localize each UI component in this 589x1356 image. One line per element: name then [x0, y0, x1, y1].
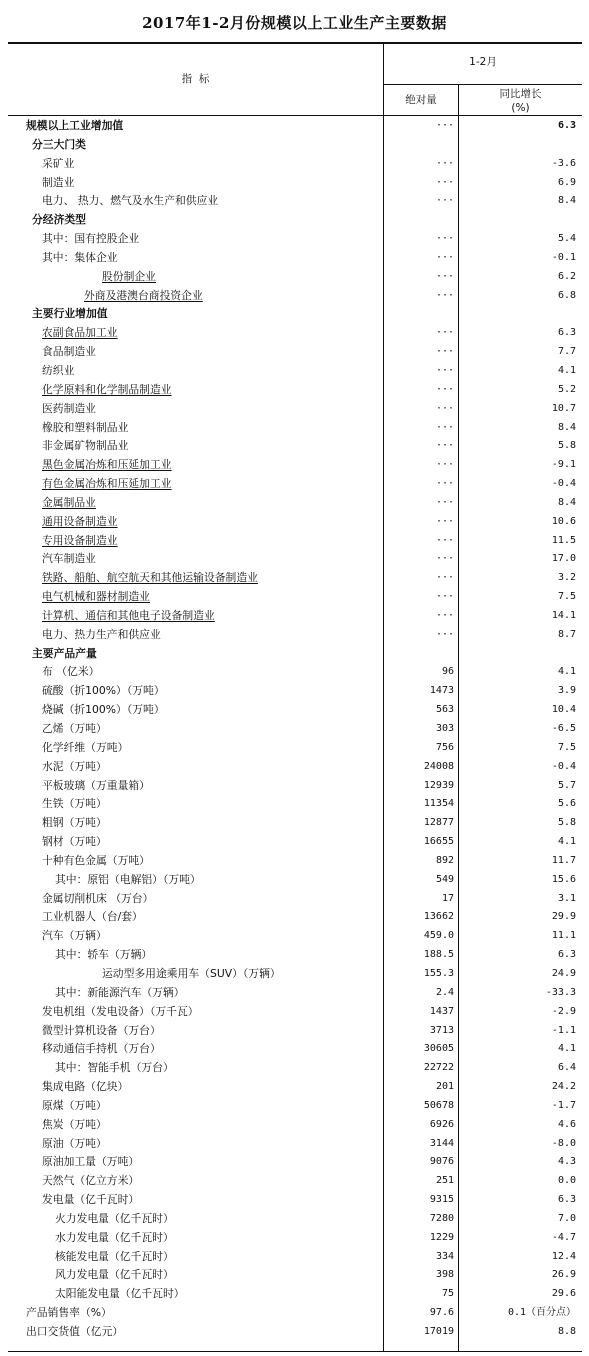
row-label: 发电机组（发电设备）（万千瓦）: [42, 1004, 199, 1018]
row-absolute-value: 251: [435, 1175, 454, 1187]
row-absolute-value: ···: [435, 478, 454, 490]
row-absolute-value: 563: [435, 704, 454, 716]
row-absolute-value: 3713: [429, 1024, 454, 1036]
row-growth-value: 4.6: [557, 1118, 576, 1130]
indicator-header: 指 标: [181, 73, 210, 85]
row-growth-value: 11.1: [551, 930, 576, 942]
row-absolute-value: 155.3: [423, 967, 454, 979]
row-label: 其中：新能源汽车（万辆）: [55, 985, 185, 999]
row-absolute-value: 24008: [423, 760, 454, 772]
row-label: 发电量（亿千瓦时）: [42, 1193, 140, 1207]
row-label: 其中：原铝（电解铝）（万吨）: [55, 872, 201, 886]
row-label: 天然气（亿立方米）: [42, 1174, 140, 1188]
row-label: 分三大门类: [32, 137, 86, 151]
table-row: [0, 1116, 589, 1135]
row-label: 原煤（万吨）: [42, 1098, 107, 1112]
table-row: [0, 1003, 589, 1022]
row-growth-value: 10.4: [551, 704, 576, 716]
row-growth-value: 6.8: [557, 289, 576, 301]
row-label: 非金属矿物制品业: [42, 439, 129, 453]
row-absolute-value: 201: [435, 1081, 454, 1093]
row-growth-value: 24.2: [551, 1081, 576, 1093]
table-row: [0, 965, 589, 984]
row-growth-value: 5.4: [557, 233, 576, 245]
row-growth-value: 8.8: [557, 1326, 576, 1337]
row-growth-value: -8.0: [551, 1137, 576, 1149]
table-row: [0, 400, 589, 419]
table-row: [0, 230, 589, 249]
row-absolute-value: 1473: [429, 685, 454, 697]
table-row: [0, 682, 589, 701]
table-row: [0, 475, 589, 494]
row-label: 其中：轿车（万辆）: [55, 948, 153, 962]
row-absolute-value: ···: [435, 534, 454, 546]
row-label: 化学纤维（万吨）: [42, 740, 129, 754]
table-row: [0, 192, 589, 211]
table-row: [0, 1172, 589, 1191]
row-absolute-value: 17019: [423, 1326, 454, 1337]
row-growth-value: 6.3: [557, 327, 576, 339]
row-growth-value: 11.7: [551, 854, 576, 866]
row-absolute-value: ···: [435, 195, 454, 207]
table-row: [0, 532, 589, 551]
row-growth-value: 17.0: [551, 553, 576, 565]
row-growth-value: 11.5: [551, 534, 576, 546]
table-row: [0, 1078, 589, 1097]
row-growth-value: -1.1: [551, 1024, 576, 1036]
row-label: 钢材（万吨）: [42, 835, 107, 849]
row-growth-value: 26.9: [551, 1269, 576, 1281]
row-growth-value: 4.1: [557, 1043, 576, 1055]
table-row: [0, 1153, 589, 1172]
row-absolute-value: ···: [435, 628, 454, 640]
table-row: [0, 419, 589, 438]
row-growth-value: 7.5: [557, 741, 576, 753]
table-row: [0, 1229, 589, 1248]
row-growth-value: -0.1: [551, 251, 576, 263]
table-row: [0, 833, 589, 852]
row-label: 黑色金属冶炼和压延加工业: [42, 458, 172, 472]
row-growth-value: -33.3: [545, 986, 576, 998]
row-growth-value: -6.5: [551, 723, 576, 734]
row-label: 乙烯（万吨）: [42, 722, 107, 735]
row-absolute-value: ···: [435, 609, 454, 621]
row-growth-value: 0.0: [557, 1175, 576, 1187]
row-label: 其中：智能手机（万台）: [55, 1061, 174, 1075]
table-row: [0, 607, 589, 626]
table-row: [0, 287, 589, 306]
row-growth-value: 4.1: [557, 364, 576, 376]
table-body: [0, 117, 589, 1342]
row-growth-value: 3.2: [557, 572, 576, 584]
row-label: 橡胶和塑料制品业: [42, 420, 129, 434]
table-row: [0, 588, 589, 607]
row-label: 医药制造业: [42, 401, 96, 415]
row-label: 原油（万吨）: [42, 1136, 107, 1150]
row-label: 移动通信手持机（万台）: [42, 1042, 161, 1056]
table-row: [0, 437, 589, 456]
row-absolute-value: 1437: [429, 1005, 454, 1017]
row-growth-value: 4.1: [557, 836, 576, 848]
row-growth-value: 6.2: [557, 270, 576, 282]
table-row: [0, 569, 589, 588]
row-label: 水泥（万吨）: [42, 759, 107, 773]
table-row: [0, 814, 589, 833]
row-label: 平板玻璃（万重量箱）: [42, 778, 150, 792]
row-absolute-value: 398: [435, 1269, 454, 1281]
row-growth-value: 5.7: [557, 779, 576, 791]
row-growth-value: 4.3: [557, 1156, 576, 1168]
row-label: 主要行业增加值: [32, 307, 108, 321]
row-growth-value: 29.6: [551, 1288, 576, 1300]
row-growth-value: 6.4: [557, 1062, 576, 1074]
row-label: 太阳能发电量（亿千瓦时）: [55, 1287, 185, 1301]
row-label: 外商及港澳台商投资企业: [84, 288, 203, 302]
row-growth-value: 6.9: [557, 176, 576, 188]
row-label: 化学原料和化学制品制造业: [42, 382, 172, 396]
row-label: 微型计算机设备（万台）: [42, 1023, 161, 1037]
row-growth-value: 12.4: [551, 1250, 576, 1262]
row-absolute-value: ···: [435, 496, 454, 508]
growth-header-line2: (%): [511, 102, 530, 114]
row-absolute-value: ···: [435, 251, 454, 263]
row-absolute-value: ···: [435, 515, 454, 527]
row-label: 布 （亿米）: [42, 665, 100, 679]
row-absolute-value: 7280: [429, 1212, 454, 1224]
row-absolute-value: ···: [435, 440, 454, 452]
row-label: 工业机器人（台/套）: [42, 910, 143, 924]
row-absolute-value: 9315: [429, 1194, 454, 1206]
table-row: [0, 626, 589, 645]
row-label: 农副食品加工业: [42, 326, 118, 340]
row-absolute-value: ···: [435, 402, 454, 414]
row-label: 食品制造业: [42, 345, 96, 359]
table-row: [0, 777, 589, 796]
row-growth-value: -0.4: [551, 478, 576, 490]
table-row: [0, 984, 589, 1003]
table-row: [0, 136, 589, 155]
row-label: 产品销售率（%）: [26, 1306, 112, 1320]
row-label: 运动型多用途乘用车（SUV）（万辆）: [102, 966, 281, 980]
table-row: [0, 1210, 589, 1229]
row-label: 分经济类型: [32, 213, 86, 227]
table-row: [0, 739, 589, 758]
row-absolute-value: 3144: [429, 1137, 454, 1149]
table-row: [0, 324, 589, 343]
row-growth-value: 6.3: [557, 120, 576, 131]
row-absolute-value: ···: [435, 157, 454, 169]
row-label: 纺织业: [42, 363, 75, 377]
row-absolute-value: 756: [435, 741, 454, 753]
row-growth-value: 10.7: [551, 402, 576, 414]
row-growth-value: 5.6: [557, 798, 576, 810]
table-row: [0, 852, 589, 871]
row-absolute-value: ···: [435, 270, 454, 282]
table-top-border: [8, 42, 582, 44]
row-label: 烧碱（折100%）（万吨）: [42, 703, 165, 717]
header-bottom-border: [8, 115, 582, 116]
table-row: [0, 1022, 589, 1041]
row-growth-value: 29.9: [551, 911, 576, 923]
row-label: 其中：集体企业: [42, 250, 118, 264]
row-label: 采矿业: [42, 156, 75, 170]
table-row: [0, 645, 589, 664]
table-row: [0, 871, 589, 890]
table-row: [0, 1266, 589, 1285]
header-divider: [384, 84, 582, 85]
row-growth-value: 4.1: [557, 666, 576, 678]
row-absolute-value: 11354: [423, 798, 454, 810]
period-header: 1-2月: [469, 56, 497, 68]
table-row: [0, 1285, 589, 1304]
row-absolute-value: ···: [435, 591, 454, 603]
row-label: 风力发电量（亿千瓦时）: [55, 1268, 174, 1282]
table-row: [0, 211, 589, 230]
row-absolute-value: 96: [441, 666, 454, 678]
row-label: 制造业: [42, 175, 75, 189]
row-label: 原油加工量（万吨）: [42, 1155, 140, 1169]
table-row: [0, 1097, 589, 1116]
row-absolute-value: 30605: [423, 1043, 454, 1055]
row-label: 专用设备制造业: [42, 533, 118, 547]
row-absolute-value: ···: [435, 327, 454, 339]
table-row: [0, 946, 589, 965]
table-row: [0, 701, 589, 720]
row-growth-value: -1.7: [551, 1099, 576, 1111]
row-label: 汽车（万辆）: [42, 929, 107, 943]
row-growth-value: 3.9: [557, 685, 576, 697]
row-absolute-value: 6926: [429, 1118, 454, 1130]
table-row: [0, 1135, 589, 1154]
row-absolute-value: ···: [435, 289, 454, 301]
table-row: [0, 174, 589, 193]
row-growth-value: 8.7: [557, 628, 576, 640]
row-label: 十种有色金属（万吨）: [42, 853, 150, 867]
row-label: 生铁（万吨）: [42, 797, 107, 811]
row-growth-value: 8.4: [557, 421, 576, 433]
row-label: 有色金属冶炼和压延加工业: [42, 477, 172, 491]
row-absolute-value: 549: [435, 873, 454, 885]
row-absolute-value: 892: [435, 854, 454, 866]
row-absolute-value: 334: [435, 1250, 454, 1262]
row-growth-value: -2.9: [551, 1005, 576, 1017]
row-absolute-value: 1229: [429, 1231, 454, 1243]
row-absolute-value: ···: [435, 572, 454, 584]
table-row: [0, 1304, 589, 1323]
row-growth-value: -3.6: [551, 157, 576, 169]
row-absolute-value: 12939: [423, 779, 454, 791]
row-absolute-value: ···: [435, 176, 454, 188]
row-growth-value: 7.5: [557, 591, 576, 603]
row-growth-value: 7.7: [557, 346, 576, 358]
row-absolute-value: 303: [435, 723, 454, 734]
row-growth-value: 6.3: [557, 949, 576, 961]
table-row: [0, 550, 589, 569]
row-label: 股份制企业: [102, 269, 156, 283]
row-label: 汽车制造业: [42, 552, 96, 566]
table-bottom-border: [8, 1351, 582, 1352]
table-row: [0, 155, 589, 174]
absolute-header: 绝对量: [405, 94, 437, 106]
row-label: 主要产品产量: [32, 646, 97, 660]
row-absolute-value: ···: [435, 346, 454, 358]
row-label: 金属切削机床 （万台）: [42, 891, 154, 905]
row-absolute-value: 188.5: [423, 949, 454, 961]
row-label: 集成电路（亿块）: [42, 1080, 129, 1094]
row-label: 火力发电量（亿千瓦时）: [55, 1211, 174, 1225]
row-growth-value: 15.6: [551, 873, 576, 885]
row-label: 核能发电量（亿千瓦时）: [55, 1249, 174, 1263]
row-label: 水力发电量（亿千瓦时）: [55, 1230, 174, 1244]
table-row: [0, 1191, 589, 1210]
row-growth-value: 10.6: [551, 515, 576, 527]
row-growth-value: 8.4: [557, 195, 576, 207]
row-absolute-value: 16655: [423, 836, 454, 848]
row-growth-value: 8.4: [557, 496, 576, 508]
document-title: 2017年1-2月份规模以上工业生产主要数据: [142, 14, 447, 32]
row-absolute-value: ···: [435, 421, 454, 433]
row-growth-value: 6.3: [557, 1194, 576, 1206]
row-absolute-value: ···: [435, 459, 454, 471]
row-label: 规模以上工业增加值: [26, 119, 124, 132]
table-row: [0, 890, 589, 909]
row-label: 焦炭（万吨）: [42, 1117, 107, 1131]
row-absolute-value: ···: [435, 364, 454, 376]
table-row: [0, 1059, 589, 1078]
table-row: [0, 720, 589, 739]
row-absolute-value: 97.6: [429, 1307, 454, 1319]
row-growth-value: 14.1: [551, 609, 576, 621]
row-label: 硫酸（折100%）（万吨）: [42, 684, 165, 698]
row-label: 电气机械和器材制造业: [42, 590, 150, 604]
row-growth-value: 7.0: [557, 1212, 576, 1224]
row-absolute-value: 9076: [429, 1156, 454, 1168]
row-growth-value: 3.1: [557, 892, 576, 904]
row-absolute-value: 13662: [423, 911, 454, 923]
row-label: 电力、热力生产和供应业: [42, 627, 161, 641]
row-growth-value: 0.1（百分点）: [507, 1307, 576, 1319]
growth-header: [459, 87, 582, 115]
row-growth-value: 5.8: [557, 817, 576, 829]
row-growth-value: -9.1: [551, 459, 576, 471]
row-absolute-value: 2.4: [435, 986, 454, 998]
row-growth-value: 5.8: [557, 440, 576, 452]
row-absolute-value: 50678: [423, 1099, 454, 1111]
row-absolute-value: ···: [435, 383, 454, 395]
row-label: 铁路、船舶、航空航天和其他运输设备制造业: [42, 571, 258, 585]
table-row: [0, 1248, 589, 1267]
row-absolute-value: 459.0: [423, 930, 454, 942]
table-row: [0, 305, 589, 324]
table-row: [0, 1323, 589, 1342]
table-row: [0, 249, 589, 268]
table-row: [0, 927, 589, 946]
row-label: 其中：国有控股企业: [42, 232, 140, 246]
table-row: [0, 663, 589, 682]
row-absolute-value: 75: [441, 1288, 454, 1300]
row-label: 通用设备制造业: [42, 514, 118, 528]
table-row: [0, 268, 589, 287]
row-growth-value: -0.4: [551, 760, 576, 772]
row-absolute-value: ···: [435, 553, 454, 565]
row-growth-value: 24.9: [551, 967, 576, 979]
table-row: [0, 362, 589, 381]
table-row: [0, 381, 589, 400]
table-row: [0, 494, 589, 513]
table-row: [0, 117, 589, 136]
table-row: [0, 758, 589, 777]
growth-header-line1: 同比增长: [499, 88, 542, 100]
row-label: 电力、 热力、燃气及水生产和供应业: [42, 194, 219, 208]
table-row: [0, 795, 589, 814]
row-absolute-value: 12877: [423, 817, 454, 829]
row-label: 粗钢（万吨）: [42, 816, 107, 830]
row-label: 金属制品业: [42, 495, 96, 509]
row-label: 计算机、通信和其他电子设备制造业: [42, 608, 215, 622]
table-row: [0, 456, 589, 475]
row-growth-value: -4.7: [551, 1231, 576, 1243]
table-row: [0, 1040, 589, 1059]
row-absolute-value: ···: [435, 120, 454, 131]
row-growth-value: 5.2: [557, 383, 576, 395]
table-row: [0, 513, 589, 532]
row-absolute-value: 22722: [423, 1062, 454, 1074]
row-absolute-value: 17: [441, 892, 454, 904]
table-row: [0, 908, 589, 927]
row-absolute-value: ···: [435, 233, 454, 245]
table-row: [0, 343, 589, 362]
row-label: 出口交货值（亿元）: [26, 1325, 124, 1338]
